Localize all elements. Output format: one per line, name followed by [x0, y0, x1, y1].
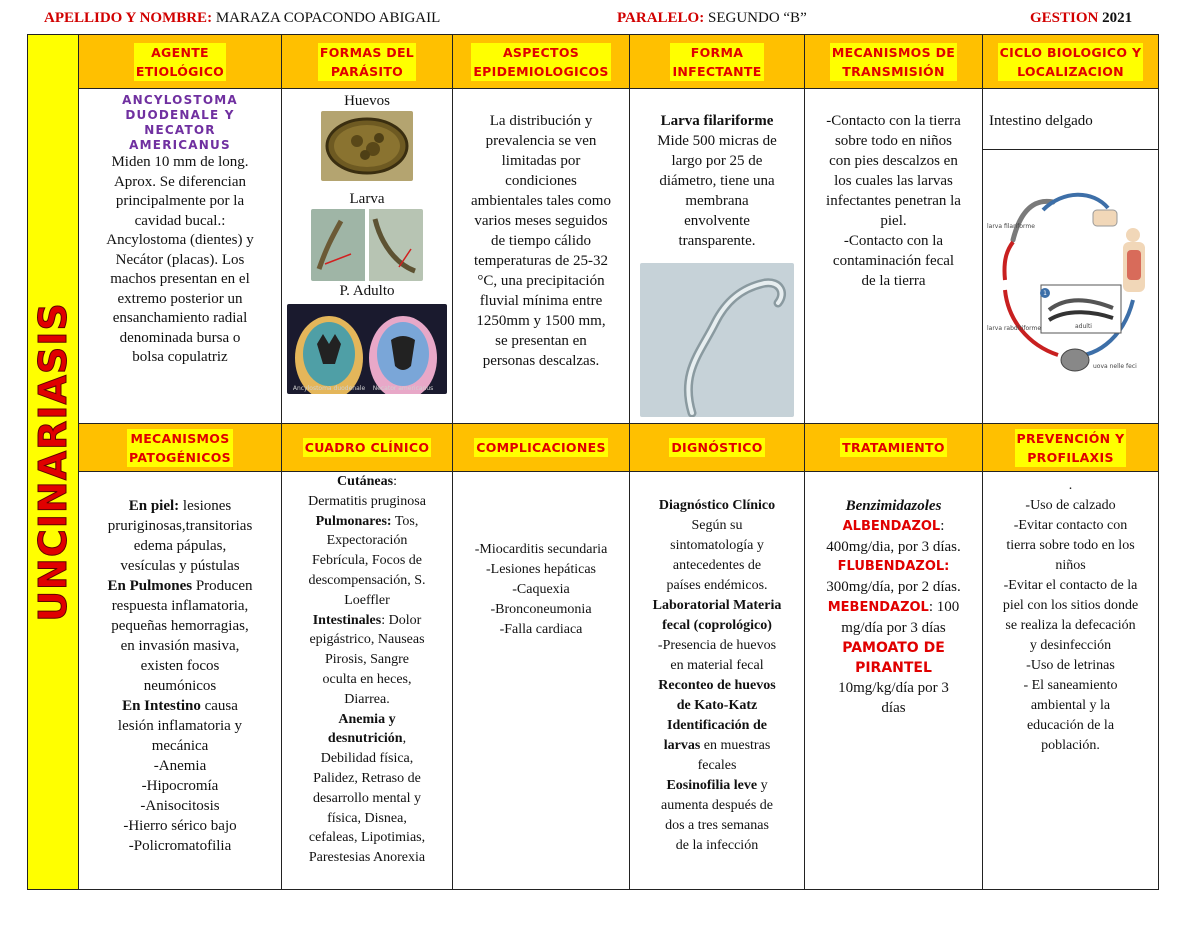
- svg-text:Ancylostoma duodenale: Ancylostoma duodenale: [292, 385, 366, 392]
- name-value: MARAZA COPACONDO ABIGAIL: [215, 10, 441, 26]
- header-ciclo: CICLO BIOLOGICO Y LOCALIZACION: [983, 35, 1159, 89]
- paralelo-value: SEGUNDO “B”: [707, 10, 807, 26]
- svg-text:larva filariforme: larva filariforme: [987, 223, 1035, 230]
- name-field: [44, 10, 440, 27]
- gestion-field: [1030, 10, 1132, 27]
- svg-text:adulti: adulti: [1075, 323, 1092, 330]
- larva-label: Larva: [349, 191, 385, 207]
- transmision-cell: -Contacto con la tierra sobre todo en niños con pies descalzos en los cuales las larvas infectantes penetran la piel. -Contacto con la contaminación fecal de la tierra: [805, 89, 983, 424]
- egg-image: [321, 111, 413, 181]
- header-diagnostico: DIGNÓSTICO: [630, 424, 805, 472]
- adulto-label: P. Adulto: [339, 283, 395, 299]
- agente-cell: [79, 89, 282, 424]
- svg-text:uova nelle feci: uova nelle feci: [1093, 363, 1137, 370]
- localizacion: Intestino delgado: [983, 89, 1158, 150]
- disease-title-cell: [28, 35, 79, 890]
- clinico-cell: Cutáneas: Dermatitis pruginosa Pulmonares: Tos, Expectoración Febrícula, Focos de descompensación, S. Loeffler Intestinales: Dolor epigástrico, Nauseas Pirosis, Sangre oculta en heces, Diarrea. Anemia y desnutrición, Debilidad física, Palidez, Retraso de desarrollo mental y física, Disnea, cefaleas, Lipotimias, Parestesias Anorexia: [282, 472, 453, 890]
- header-agente: AGENTE ETIOLÓGICO: [79, 35, 282, 89]
- gestion-label: GESTION: [1030, 10, 1099, 26]
- header-patogenicos: MECANISMOS PATOGÉNICOS: [79, 424, 282, 472]
- epidemiologia-cell: La distribución y prevalencia se ven limitadas por condiciones ambientales tales como varios meses seguidos de tiempo cálido temperaturas de 25-32 °C, una precipitación fluvial mínima entre 1250mm y 1500 mm, se presentan en personas descalzas.: [453, 89, 630, 424]
- complicaciones-cell: -Miocarditis secundaria -Lesiones hepáticas -Caquexia -Bronconeumonia -Falla cardiaca: [453, 472, 630, 890]
- header-formas: FORMAS DEL PARÁSITO: [282, 35, 453, 89]
- prevencion-cell: . -Uso de calzado -Evitar contacto con tierra sobre todo en los niños -Evitar el contacto de la piel con los sitios donde se realiza la defecación y desinfección -Uso de letrinas - El saneamiento ambiental y la educación de la población.: [983, 472, 1159, 890]
- header-tratamiento: TRATAMIENTO: [805, 424, 983, 472]
- paralelo-label: PARALELO:: [617, 10, 705, 26]
- uncinariasis-table: [27, 34, 1159, 890]
- larva-image: [311, 209, 423, 281]
- student-header: [0, 8, 1200, 30]
- agente-description: Miden 10 mm de long. Aprox. Se diferencian principalmente por la cavidad bucal.: Ancylostoma (dientes) y Necátor (placas). Los machos presentan en el extremo posterior un ensanchamiento radial denominada bursa o bolsa copulatriz: [106, 154, 254, 365]
- header-epidemiologia: ASPECTOS EPIDEMIOLOGICOS: [453, 35, 630, 89]
- disease-title: UNCINARIASIS: [31, 302, 75, 622]
- header-complicaciones: COMPLICACIONES: [453, 424, 630, 472]
- patogenicos-cell: En piel: lesiones pruriginosas,transitorias edema pápulas, vesículas y pústulas En Pulmones Producen respuesta inflamatoria, pequeñas hemorragias, en invasión masiva, existen focos neumónicos En Intestino causa lesión inflamatoria y mecánica -Anemia -Hipocromía -Anisocitosis -Hierro sérico bajo -Policromatofilia: [79, 472, 282, 890]
- ciclo-cell: [983, 89, 1159, 424]
- header-prevencion: PREVENCIÓN Y PROFILAXIS: [983, 424, 1159, 472]
- name-label: APELLIDO Y NOMBRE:: [44, 10, 213, 26]
- life-cycle-diagram: [983, 150, 1158, 410]
- svg-text:1: 1: [1043, 290, 1047, 297]
- gestion-value: 2021: [1102, 10, 1133, 26]
- infectante-cell: Larva filariforme Mide 500 micras de largo por 25 de diámetro, tiene una membrana envolvente transparente.: [630, 89, 805, 424]
- header-clinico: CUADRO CLÍNICO: [282, 424, 453, 472]
- header-infectante: FORMA INFECTANTE: [630, 35, 805, 89]
- header-transmision: MECANISMOS DE TRANSMISIÓN: [805, 35, 983, 89]
- agente-species: ANCYLOSTOMA DUODENALE Y NECATOR AMERICANUS: [122, 93, 238, 152]
- diagnostico-cell: Diagnóstico Clínico Según su sintomatología y antecedentes de países endémicos. Laboratorial Materia fecal (coprológico) -Presencia de huevos en material fecal Reconteo de huevos de Kato-Katz Identificación de larvas en muestras fecales Eosinofilia leve y aumenta después de dos a tres semanas de la infección: [630, 472, 805, 890]
- filariform-larva-image: [640, 263, 794, 417]
- paralelo-field: [617, 10, 807, 27]
- infectante-title: Larva filariforme: [660, 113, 774, 129]
- svg-text:larva rabditiforme: larva rabditiforme: [987, 325, 1042, 332]
- svg-text:Necator americanus: Necator americanus: [372, 385, 434, 392]
- adult-image: [287, 304, 447, 394]
- huevos-label: Huevos: [344, 93, 390, 109]
- formas-cell: [282, 89, 453, 424]
- tratamiento-cell: Benzimidazoles ALBENDAZOL: 400mg/dia, por 3 días. FLUBENDAZOL: 300mg/día, por 2 días. MEBENDAZOL: 100 mg/día por 3 días PAMOATO DE PIRANTEL 10mg/kg/día por 3 días: [805, 472, 983, 890]
